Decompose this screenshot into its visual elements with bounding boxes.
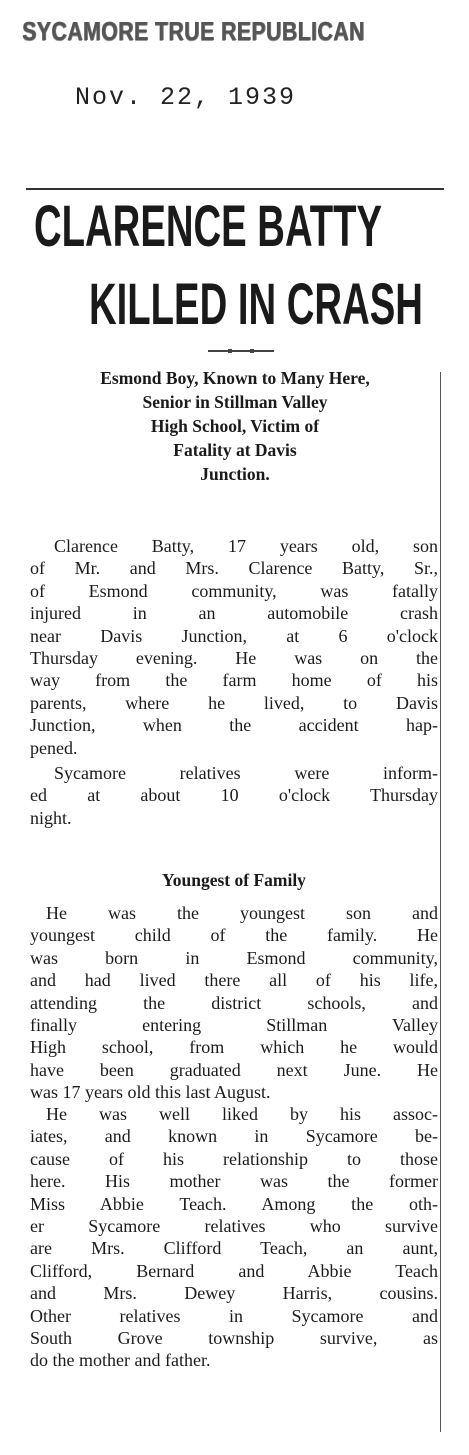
deck-line: High School, Victim of xyxy=(150,416,320,436)
text-line: finally entering Stillman Valley xyxy=(30,1015,438,1036)
headline-rule xyxy=(26,188,444,190)
text-line: and had lived there all of his life, xyxy=(30,970,438,991)
subheadline-deck xyxy=(30,366,440,486)
deck-line: Junction. xyxy=(200,464,270,484)
deck-line: Esmond Boy, Known to Many Here, xyxy=(100,368,370,388)
text-line: youngest child of the family. He xyxy=(30,925,438,946)
text-line: Miss Abbie Teach. Among the oth- xyxy=(30,1193,438,1214)
text-line: er Sycamore relatives who survive xyxy=(30,1216,438,1237)
text-line: Thursday evening. He was on the xyxy=(30,648,438,669)
text-line: near Davis Junction, at 6 o'clock xyxy=(30,625,438,646)
text-line: He was well liked by his assoc- xyxy=(46,1104,438,1124)
headline-line-1: CLARENCE BATTY xyxy=(34,194,383,259)
text-line: Clifford, Bernard and Abbie Teach xyxy=(30,1260,438,1281)
text-line: have been graduated next June. He xyxy=(30,1059,438,1080)
deck-line: Senior in Stillman Valley xyxy=(142,392,328,412)
text-line: way from the farm home of his xyxy=(30,670,438,691)
text-line: was 17 years old this last August. xyxy=(30,1082,271,1103)
text-line: injured in an automobile crash xyxy=(30,603,438,624)
text-line: do the mother and father. xyxy=(30,1350,211,1371)
deck-line: Fatality at Davis xyxy=(173,440,297,460)
text-line: of Mr. and Mrs. Clarence Batty, Sr., xyxy=(30,558,438,579)
text-line: cause of his relationship to those xyxy=(30,1148,438,1169)
publication-date: Nov. 22, 1939 xyxy=(75,83,297,112)
text-line: Other relatives in Sycamore and xyxy=(30,1305,438,1326)
paragraph-1 xyxy=(30,535,438,759)
paragraph-2 xyxy=(30,762,438,829)
text-line: are Mrs. Clifford Teach, an aunt, xyxy=(30,1238,438,1259)
column-rule xyxy=(440,372,441,1432)
text-line: night. xyxy=(30,807,72,828)
section-subhead: Youngest of Family xyxy=(162,870,306,890)
text-line: Sycamore relatives were inform- xyxy=(54,763,438,783)
paragraph-4 xyxy=(30,1103,438,1372)
text-line: He was the youngest son and xyxy=(46,903,438,923)
separator-dash xyxy=(208,350,274,352)
text-line: High school, from which he would xyxy=(30,1037,438,1058)
masthead: SYCAMORE TRUE REPUBLICAN xyxy=(22,16,365,46)
text-line: pened. xyxy=(30,737,78,758)
text-line: was born in Esmond community, xyxy=(30,947,438,968)
text-line: Clarence Batty, 17 years old, son xyxy=(54,536,438,556)
text-line: attending the district schools, and xyxy=(30,992,438,1013)
text-line: of Esmond community, was fatally xyxy=(30,580,438,601)
text-line: Junction, when the accident hap- xyxy=(30,715,438,736)
text-line: ed at about 10 o'clock Thursday xyxy=(30,785,438,806)
text-line: and Mrs. Dewey Harris, cousins. xyxy=(30,1283,438,1304)
text-line: here. His mother was the former xyxy=(30,1171,438,1192)
headline-line-2: KILLED IN CRASH xyxy=(89,272,423,337)
text-line: South Grove township survive, as xyxy=(30,1328,438,1349)
text-line: parents, where he lived, to Davis xyxy=(30,692,438,713)
paragraph-3 xyxy=(30,902,438,1104)
text-line: iates, and known in Sycamore be- xyxy=(30,1126,438,1147)
